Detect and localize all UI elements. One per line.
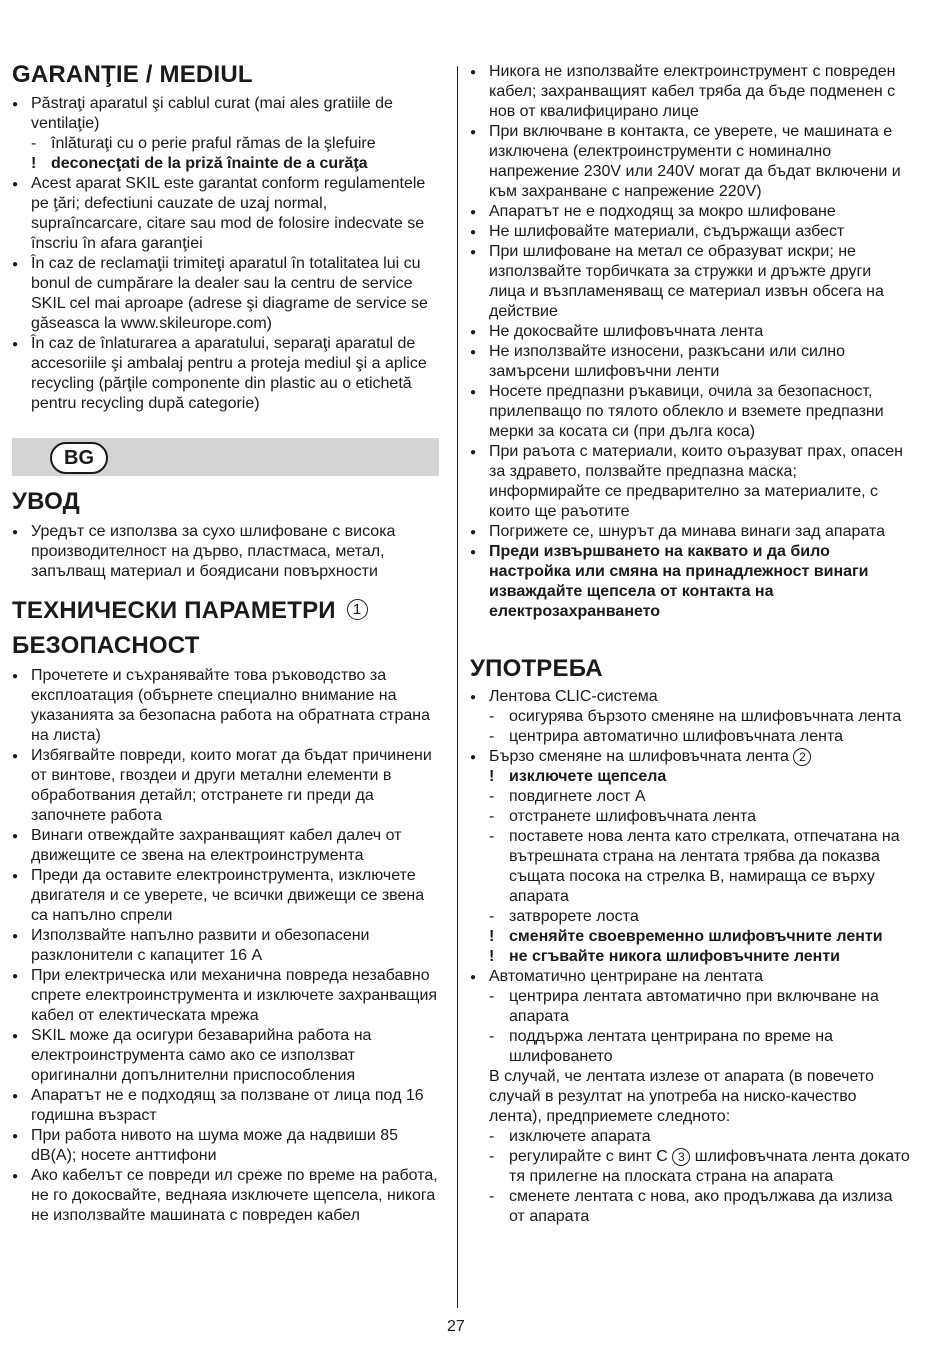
list-item bbox=[470, 202, 910, 222]
sub-item bbox=[470, 827, 910, 907]
item-text: При включване в контакта, се уверете, че машината е изключена (електроинструменти с номинално напрежение 230V или 240V могат да бъдат включени и към захранване с напрежение 220V) bbox=[489, 123, 901, 200]
list-item bbox=[12, 866, 440, 926]
item-text: При шлифоване на метал се образуват искри; не използвайте торбичката за стружки и дръжте други лица и възпламеняващ се материал извън обсега на действие bbox=[489, 243, 884, 320]
item-text: В случай, че лентата излезе от апарата (в повечето случай в резултат на употреба на ниско-качество лента), предприемете следното: bbox=[489, 1068, 874, 1125]
sub-item bbox=[470, 907, 910, 927]
item-text: Винаги отвеждайте захранващият кабел далеч от движещите се звена на електроинструмента bbox=[31, 827, 402, 864]
item-text: Автоматично центриране на лентата bbox=[489, 968, 764, 985]
list-item bbox=[12, 174, 440, 254]
sub-item bbox=[470, 1187, 910, 1227]
item-text: затврорете лоста bbox=[509, 908, 639, 925]
item-text: Бързо сменяне на шлифовъчната лента bbox=[489, 748, 789, 765]
list-item bbox=[12, 94, 440, 134]
list-item bbox=[470, 967, 910, 987]
item-text: Не използвайте износени, разкъсани или силно замърсени шлифовъчни ленти bbox=[489, 343, 846, 380]
item-text: Погрижете се, шнурът да минава винаги зад апарата bbox=[489, 523, 885, 540]
item-text: При работа нивото на шума може да надвиши 85 dB(A); носете анттифони bbox=[31, 1127, 399, 1164]
item-text: înlăturaţi cu o perie praful rămas de la şlefuire bbox=[51, 135, 376, 152]
item-text: изключете апарата bbox=[509, 1128, 651, 1145]
heading-intro: УВОД bbox=[12, 488, 80, 515]
item-text: În caz de reclamaţii trimiteţi aparatul în totalitatea lui cu bonul de cumpărare la dealer sau la centru de service SKIL cel mai aproape (adrese şi diagrame de service se găseasca la www.skileurope.com) bbox=[31, 255, 428, 332]
safety-list-right bbox=[470, 62, 910, 622]
item-text: Уредът се използва за сухо шлифоване с висока производителност на дърво, пластмаса, метал, запълващ материал и боядисани повърхности bbox=[31, 523, 396, 580]
figure-ref: 3 bbox=[672, 1148, 690, 1166]
heading-warranty: GARANŢIE / MEDIUL bbox=[12, 61, 253, 88]
warning-item bbox=[470, 947, 910, 967]
list-item bbox=[470, 242, 910, 322]
item-text: повдигнете лост А bbox=[509, 788, 646, 805]
list-item bbox=[470, 442, 910, 522]
list-item bbox=[470, 1067, 910, 1127]
sub-item bbox=[470, 1027, 910, 1067]
list-item bbox=[12, 926, 440, 966]
item-text: изключете щепсела bbox=[509, 768, 667, 785]
warranty-list bbox=[12, 94, 440, 414]
list-item bbox=[12, 666, 440, 746]
item-text: отстранете шлифовъчната лента bbox=[509, 808, 756, 825]
item-text: În caz de înlaturarea a aparatului, separaţi aparatul de accesoriile şi ambalaj pentru a proteja mediul şi a aplice recycling (părţile componente din plastic au o etichetă pentru recycling după categorie) bbox=[31, 335, 427, 412]
item-text: Păstraţi aparatul şi cablul curat (mai ales gratiile de ventilaţie) bbox=[31, 95, 393, 132]
heading-specs bbox=[12, 597, 368, 625]
item-text: поддържа лентата центрирана по време на шлифоването bbox=[509, 1028, 833, 1065]
warning-item bbox=[470, 767, 910, 787]
item-text: поставете нова лента като стрелката, отпечатана на вътрешната страна на лентата трябва да показва същата посока на стрелка В, намираща се върху апарата bbox=[509, 828, 900, 905]
item-text: SKIL може да осигури безаварийна работа на електроинструмента само ако се използват оригинални допълнителни приспособления bbox=[31, 1027, 372, 1084]
item-text: Преди извършването на каквато и да било настройка или смяна на принадлежност винаги изваждайте щепсела от контакта на електрозахранването bbox=[489, 543, 869, 620]
item-text: Носете предпазни ръкавици, очила за безопасност, прилепващо по тялото облекло и вземете предпазни мерки за косата си (при дълга коса) bbox=[489, 383, 884, 440]
item-text: Избягвайте повреди, които могат да бъдат причинени от винтове, гвоздеи и други метални елементи в обработвания детайл; отстранете ги преди да започнете работа bbox=[31, 747, 432, 824]
item-text: Прочетете и съхранявайте това ръководство за експлоатация (обърнете специално внимание на указанията за безопасна работа на обратната страна на листа) bbox=[31, 667, 430, 744]
item-text: Лентова CLIC-система bbox=[489, 688, 658, 705]
list-item bbox=[470, 322, 910, 342]
sub-item bbox=[470, 727, 910, 747]
item-text: Не докосвайте шлифовъчната лента bbox=[489, 323, 764, 340]
item-text: не сгъвайте никога шлифовъчните ленти bbox=[509, 948, 841, 965]
list-item bbox=[12, 1126, 440, 1166]
sub-item bbox=[470, 807, 910, 827]
item-text: сменете лентата с нова, ако продължава да излиза от апарата bbox=[509, 1188, 893, 1225]
warning-item bbox=[12, 154, 440, 174]
list-item bbox=[470, 687, 910, 707]
item-text: Преди да оставите електроинструмента, изключете двигателя и се уверете, че всички движещи се звена са напълно спрели bbox=[31, 867, 425, 924]
heading-safety: БЕЗОПАСНОСТ bbox=[12, 632, 200, 659]
item-text: Не шлифовайте материали, съдържащи азбест bbox=[489, 223, 845, 240]
item-text: Ако кабелът се повреди ил среже по време на работа, не го докосвайте, веднаяа изключете щепсела, никога не използвайте машината с повреден кабел bbox=[31, 1167, 438, 1224]
specs-title: ТЕХНИЧЕСКИ ПАРАМЕТРИ bbox=[12, 597, 336, 624]
item-text: сменяйте своевременно шлифовъчните ленти bbox=[509, 928, 883, 945]
list-item bbox=[12, 1166, 440, 1226]
sub-item bbox=[470, 1127, 910, 1147]
list-item bbox=[12, 334, 440, 414]
list-item bbox=[12, 1026, 440, 1086]
list-item bbox=[12, 1086, 440, 1126]
list-item bbox=[12, 522, 440, 582]
item-text: Acest aparat SKIL este garantat conform regulamentele pe ţări; defectiuni cauzate de uzaj normal, supraîncarcare, citare sau mod de folosire indecvate se înscriu în afara garanţiei bbox=[31, 175, 426, 252]
list-item bbox=[12, 254, 440, 334]
item-text: Никога не използвайте електроинструмент с повреден кабел; захранващият кабел тряба да бъде подменен с нов от квалифицирано лице bbox=[489, 63, 896, 120]
list-item bbox=[470, 122, 910, 202]
item-text: осигурява бързото сменяне на шлифовъчната лента bbox=[509, 708, 902, 725]
sub-item bbox=[470, 707, 910, 727]
list-item bbox=[470, 522, 910, 542]
list-item bbox=[12, 826, 440, 866]
item-text: Апаратът не е подходящ за ползване от лица под 16 годишна възраст bbox=[31, 1087, 424, 1124]
language-bar bbox=[12, 438, 439, 476]
item-text: deconecţati de la priză înainte de a curăţa bbox=[51, 155, 368, 172]
item-text: При раъота с материали, които оъразуват прах, опасен за здравето, ползвайте предпазна маска; информирайте се предварително за материалите, с които ще раъотите bbox=[489, 443, 903, 520]
item-text: центрира лентата автоматично при включване на апарата bbox=[509, 988, 879, 1025]
item-text: Апаратът не е подходящ за мокро шлифоване bbox=[489, 203, 836, 220]
figure-ref-1: 1 bbox=[347, 599, 368, 620]
page-number: 27 bbox=[447, 1318, 465, 1335]
figure-ref: 2 bbox=[793, 748, 811, 766]
intro-list bbox=[12, 522, 440, 582]
column-divider bbox=[457, 66, 458, 1308]
language-badge: BG bbox=[50, 442, 108, 474]
safety-list-left bbox=[12, 666, 440, 1226]
item-text: регулирайте с винт С bbox=[509, 1148, 668, 1165]
item-text: Използвайте напълно развити и обезопасени разклонители с капацитет 16 А bbox=[31, 927, 370, 964]
heading-usage: УПОТРЕБА bbox=[470, 655, 603, 682]
sub-item bbox=[470, 1147, 910, 1187]
list-item bbox=[470, 222, 910, 242]
sub-item bbox=[12, 134, 440, 154]
list-item bbox=[470, 382, 910, 442]
list-item bbox=[470, 542, 910, 622]
item-text: При електрическа или механична повреда незабавно спрете електроинструмента и изключете захранващия кабел от електическата мрежа bbox=[31, 967, 438, 1024]
sub-item bbox=[470, 987, 910, 1027]
sub-item bbox=[470, 787, 910, 807]
usage-list bbox=[470, 687, 910, 1227]
item-text: центрира автоматично шлифовъчната лента bbox=[509, 728, 844, 745]
list-item bbox=[470, 62, 910, 122]
item-text-cont: шлифовъчната лента докато тя прилегне на плоската страна на апарата bbox=[509, 1148, 910, 1185]
list-item bbox=[12, 966, 440, 1026]
list-item bbox=[12, 746, 440, 826]
list-item bbox=[470, 342, 910, 382]
list-item bbox=[470, 747, 910, 767]
warning-item bbox=[470, 927, 910, 947]
